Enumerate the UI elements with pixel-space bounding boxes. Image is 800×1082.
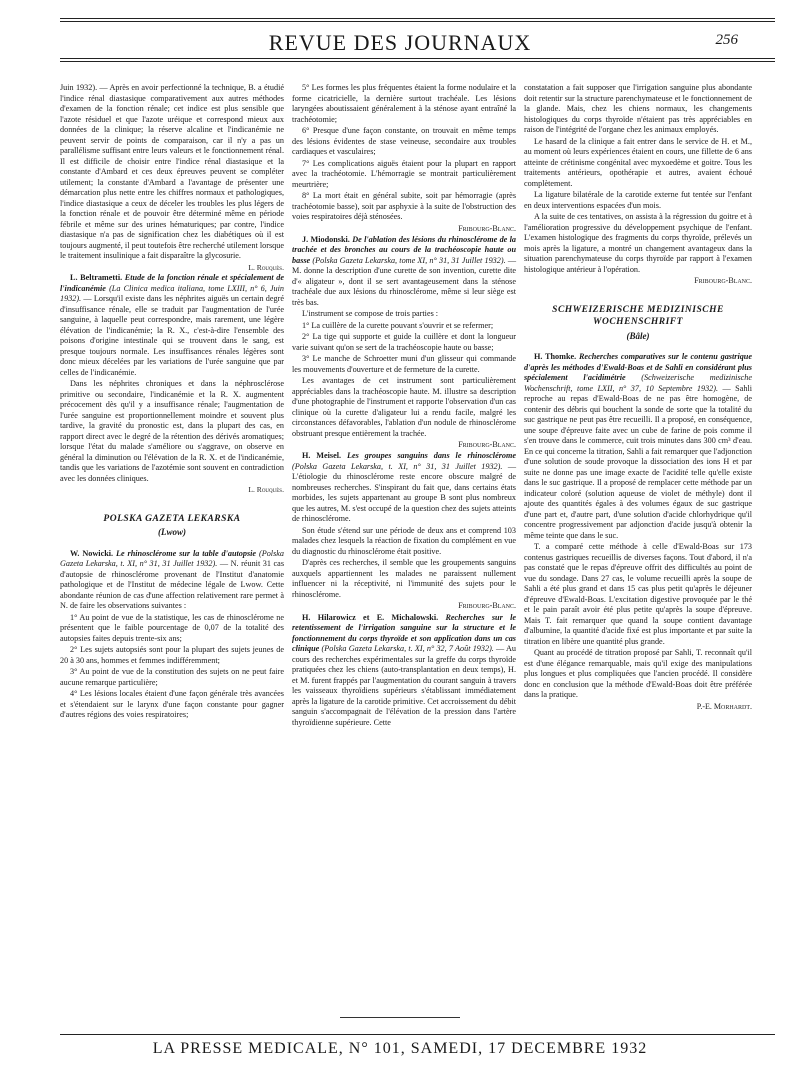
- source: (Polska Gazeta Lekarska, t. XI, n° 31, 31 Juillet 1932).: [60, 548, 284, 569]
- author: H. Meisel.: [302, 451, 342, 461]
- article-title: Recherches comparatives sur le contenu gastrique d'après les méthodes d'Ewald-Boas et de Sahli en considérant plus spécialement l'acidimétrie: [524, 352, 752, 383]
- signature: L. Rouquès.: [248, 485, 284, 495]
- paragraph: Le hasard de la clinique a fait entrer dans le service de H. et M., au moment où leurs expériences étaient en cours, une fillette de 6 ans atteinte de crétinisme congénital avec myxoedème et goitre. Tous les traitements antérieurs, opothérapie et autres, avaient échoué complètement.: [524, 136, 752, 188]
- header-rule: [60, 58, 775, 59]
- page-number: 256: [715, 32, 738, 48]
- paragraph: Son étude s'étend sur une période de deux ans et comprend 103 malades chez lesquels la réaction de fixation du complément en vue du diagnostic du rhinosclérome était positive.: [292, 525, 516, 556]
- source: (Polska Gazeta Lekarska, tome XI, n° 31, 31 Juillet 1932).: [312, 255, 506, 265]
- source: (La Clinica medica italiana, tome LXIII, n° 6, Juin 1932).: [60, 283, 284, 304]
- list-item: 3° Au point de vue de la constitution des sujets on ne peut faire aucune remarque particulière;: [60, 667, 284, 687]
- paragraph: T. a comparé cette méthode à celle d'Ewald-Boas sur 173 contenus gastriques recueillis de diverses façons. Tout d'abord, il n'a pas constaté que le repas d'épreuve offrit des difficultés au point de vue du sondage. Dans 27 cas, le volume recueilli après la soupe de Sahli a été plus grand et dans 15 cas plus petit qu'après le déjeuner d'épreuve d'Ewald-Boas. L'excitation digestive provoquée par le thé et le pain paraît avoir été plus petite qu'après la soupe d'épreuve. Mais T. fait remarquer que quand la soupe contient davantage d'albumine, la quantité d'acide fixé est plus importante et par suite la titration en libère une quantité plus grande.: [524, 542, 752, 646]
- article-title: Recherches sur le retentissement de l'irrigation sanguine sur la structure et le fonctionnement du corps thyroïde et son application dans un cas clinique: [292, 612, 516, 654]
- column-3: [524, 83, 752, 713]
- top-rule: [60, 18, 775, 19]
- signature: L. Rouquès.: [248, 262, 284, 272]
- list-item: 8° La mort était en général subite, soit par hémorragie (après trachéotomie basse), soit par asphyxie à la suite de l'obstruction des voies respiratoires déjà sténosées.: [292, 191, 516, 221]
- list-item: 7° Les complications aiguës étaient pour la plupart en rapport avec la trachéotomie. L'hémorragie se montrait particulièrement meurtrière;: [292, 158, 516, 189]
- signature: Fribourg-Blanc.: [458, 601, 516, 611]
- body: — N. réunit 31 cas d'autopsie de rhinosclérome provenant de l'Institut d'anatomie pathologique et de l'Institut de médecine légale de Lwow. Cette abondante réunion de cas d'une affection relativement rare permet à N. de faire les observations suivantes :: [60, 559, 285, 611]
- article-title: De l'ablation des lésions du rhinosclérome de la trachée et des bronches au cours de la trachéoscopie haute ou basse: [292, 234, 517, 265]
- source: (Schweizerische medizinische Wochenschrift, tome LXII, n° 37, 10 Septembre 1932).: [524, 373, 753, 393]
- list-item: 4° Les lésions locales étaient d'une façon générale très avancées et s'étendaient sur le larynx d'une façon constante pour gagner d'autres régions des voies respiratoires;: [60, 689, 284, 720]
- paragraph: constatation a fait supposer que l'irrigation sanguine plus abondante doit retentir sur la structure parenchymateuse et le fonctionnement de la glande. Mais, chez les chiens normaux, les changements histologiques du corps thyroïde n'étaient pas très appréciables en raison de l'intégrité de l'organe chez les animaux employés.: [524, 83, 752, 134]
- list-item: 2° La tige qui supporte et guide la cuillère et dont la longueur varie suivant qu'on se sert de la trachéoscopie haute ou basse;: [292, 332, 516, 352]
- column-1: [60, 83, 284, 722]
- list-item: 5° Les formes les plus fréquentes étaient la forme nodulaire et la forme cicatricielle, la dernière surtout trachéale. Les lésions laryngées aboutissaient généralement à la sténose ayant entraîné la trachéotomie;: [292, 83, 516, 124]
- body: — L'étiologie du rhinosclérome reste encore obscure malgré de nombreuses recherches. S'inspirant du fait que, dans certains états morbides, les sujets appartenant au groupe B sont plus nombreux que les autres, M. s'est occupé de la question chez des sujets atteints de rhinosclérome.: [292, 461, 516, 524]
- article-hilarowicz: [292, 613, 516, 729]
- author: J. Miodonski.: [302, 234, 350, 244]
- body: — M. donne la description d'une curette de son invention, curette dite d'« aligateur », dont il se sert avantageusement dans la sténose trachéale due aux lésions du rhinosclérome, même si leur siège est très bas.: [292, 255, 517, 307]
- paragraph: D'après ces recherches, il semble que les groupements sanguins auxquels appartiennent les malades ne paraissent nullement influencer ni la réceptivité, ni l'immunité des sujets pour le rhinosclérome.: [292, 558, 516, 599]
- section-title: SCHWEIZERISCHE MEDIZINISCHE WOCHENSCHRIFT: [552, 305, 724, 328]
- page-title: REVUE DES JOURNAUX: [268, 30, 532, 55]
- body: — Au cours des recherches expérimentales sur la greffe du corps thyroïde pratiquées chez les chiens (auto-transplantation en deux temps), H. et M. furent frappés par l'augmentation du courant sanguin à travers les vaisseaux thyroïdiens supérieurs s'établissant immédiatement après la ligature de la carotide primitive. Cet accroissement du débit sanguin s'accompagnait de l'élévation de la pression dans l'artère thyroïdienne supérieure. Cette: [292, 644, 516, 727]
- article-meisel: [292, 451, 516, 525]
- article-title: Etude de la fonction rénale et spécialement de l'indicanémie: [60, 273, 284, 293]
- article-thomke: [524, 352, 752, 541]
- author: W. Nowicki.: [70, 548, 114, 558]
- footer-rule: [60, 1034, 775, 1035]
- section-subtitle: (Bâle): [626, 330, 650, 341]
- footer: LA PRESSE MEDICALE, N° 101, SAMEDI, 17 DECEMBRE 1932: [152, 1040, 648, 1057]
- list-item: 1° Au point de vue de la statistique, les cas de rhinosclérome ne présentent que le faible pourcentage de 0,07 de la totalité des autopsies faites depuis trente-six ans;: [60, 612, 284, 643]
- paragraph: Dans les néphrites chroniques et dans la néphrosclérose primitive ou secondaire, l'indicanémie et la R. X. augmentent précocement dès qu'il y a insuffisance rénale; l'augmentation de l'urée sanguine est proportionnellement moindre et souvent plus tardive, la gravité du pronostic est, dans la plupart des cas, en rapport direct avec le degré de la rétention des dérivés aromatiques; lorsque l'état du malade s'améliore ou s'aggrave, on observe en général la diminution ou l'élévation de la R. X. et de l'indicanémie, tandis que les variations de l'azotémie sont souvent en contradiction avec les données cliniques.: [60, 379, 284, 483]
- article-title: Le rhinosclérome sur la table d'autopsie: [116, 548, 257, 558]
- list-item: 3° Le manche de Schroetter muni d'un glisseur qui commande les mouvements d'ouverture et de fermeture de la curette.: [292, 354, 516, 374]
- body: — Sahli reproche au repas d'Ewald-Boas de ne pas être homogène, de contenir des débris qui bouchent la sonde de sorte que la totalité du suc gastrique ne peut pas être recueilli. Il a proposé, en conséquence, une soupe d'épreuve faite avec un cube de farine de pois comme il s'en trouve dans le commerce, cuit trois minutes dans 300 cm³ d'eau. En ce qui concerne la titration, Sahli a fait remarquer que l'adjonction d'une solution de soude provoque la dissociation des ions H et par suite ne donne pas une image exacte de l'acidité telle qu'elle existe dans le suc gastrique. Il a proposé de remplacer cette méthode par un indicateur coloré (solution aqueuse de violet de méthyle) dont il ajoute des quantités égales à des volumes égaux de suc gastrique d'une part et, d'autre part, d'une solution d'acide chlorhydrique qu'il concentre progressivement par adjonction d'acide jusqu'à obtenir la même teinte que dans le suc.: [524, 383, 752, 540]
- paragraph: Les avantages de cet instrument sont particulièrement appréciables dans la trachéoscopie haute. M. illustre sa description d'une photographie de l'instrument et rapporte l'observation d'un cas clinique où la curette d'aligateur lui a rendu facile, malgré les circonstances défavorables, l'ablation d'un nodule de rhinosclérome obstruant presque entièrement la trachée.: [292, 376, 516, 438]
- list-item: 2° Les sujets autopsiés sont pour la plupart des sujets jeunes de 20 à 30 ans, hommes et femmes indifféremment;: [60, 645, 284, 665]
- list-item: 1° La cuillère de la curette pouvant s'ouvrir et se refermer;: [302, 320, 494, 330]
- paragraph: L'instrument se compose de trois parties :: [302, 309, 439, 319]
- paragraph: Quant au procédé de titration proposé par Sahli, T. reconnaît qu'il est d'une élégance remarquable, mais qu'il exige des manipulations plus longues et plus compliquées que l'ancien procédé. Il considère donc en conclusion que la méthode d'Ewald-Boas doit être préférée dans la pratique.: [524, 648, 752, 700]
- source: (Polska Gazeta Lekarska, t. XI, n° 31, 31 Juillet 1932).: [292, 461, 503, 471]
- signature: P.-E. Morhardt.: [696, 701, 752, 711]
- author: H. Hilarowicz et E. Michalowski.: [302, 612, 439, 622]
- article-beltrametti: [60, 273, 284, 378]
- author: H. Thomke.: [534, 352, 577, 362]
- paragraph: A la suite de ces tentatives, on assista à la régression du goitre et à l'amélioration progressive du développement psychique de l'enfant. L'examen histologique des fragments du corps thyroïde, prélevés un mois après la ligature, a montré un changement avantageux dans la situation parenchymateuse du corps thyroïde par rapport à l'examen histologique antérieur à l'opération.: [524, 212, 752, 274]
- center-rule: [340, 1017, 460, 1018]
- article-miodonski: [292, 235, 516, 309]
- body: — Lorsqu'il existe dans les néphrites aiguës un certain degré d'insuffisance rénale, elle se traduit par l'augmentation de l'urée sanguine, à laquelle peut correspondre, mais rarement, une légère élévation de l'indicanémie; la R. X., c'est-à-dire l'ensemble des poisons d'origine intestinale qui se trouvent dans le sang, est presque toujours normale. Les insuffisances rénales légères sont donc mieux décelées par les variations de l'urée sanguine que par celles de l'indicanémie.: [60, 294, 284, 377]
- section-subtitle: (Lwow): [158, 527, 186, 538]
- article-nowicki: [60, 549, 284, 612]
- section-title: POLSKA GAZETA LEKARSKA: [103, 513, 241, 524]
- signature: Fribourg-Blanc.: [694, 276, 752, 285]
- signature: Fribourg-Blanc.: [458, 223, 516, 233]
- list-item: 6° Presque d'une façon constante, on trouvait en même temps des lésions évidentes de stase veineuse, secondaire aux troubles cardiaques et vasculaires;: [292, 126, 516, 156]
- paragraph: La ligature bilatérale de la carotide externe fut tentée sur l'enfant en deux interventions espacées d'un mois.: [524, 190, 752, 210]
- paragraph: Juin 1932). — Après en avoir perfectionné la technique, B. a étudié l'indice rénal diastasique comparativement aux autres méthodes d'examen de la fonction rénale; cet indice est plus sensible que l'azote résiduel et que l'azote uréique et correspond mieux aux données de la clinique; la réserve alcaline et l'indicanémie ne peuvent servir de points de comparaison, car il n'y a pas un parallélisme suffisant entre leurs valeurs et le fonctionnement rénal. Il est difficile de choisir entre l'indice rénal diastasique et la constante d'Ambard et ces deux épreuves peuvent se compléter utilement; la constante d'Ambard a l'avantage de présenter une démarcation plus nette entre les chiffres normaux et pathologiques, l'indice diastasique a ceux de déceler les troubles les plus légers de la fonction rénale et de pouvoir être déterminé même en période fébrile et même sur des urines hématuriques; par contre, l'indice diastasique n'a pas de signification chez les diabétiques où il est toujours augmenté, il peut toutefois être recherché utilement lorsque le traitement insulinique a fait disparaître la glycosurie.: [60, 83, 284, 260]
- signature: Fribourg-Blanc.: [458, 440, 516, 450]
- column-2: [292, 83, 516, 729]
- header-rule-2: [60, 61, 775, 62]
- article-title: Les groupes sanguins dans le rhinosclérome: [346, 451, 516, 461]
- author: L. Beltrametti.: [70, 273, 123, 283]
- top-rule-2: [60, 21, 775, 22]
- source: (Polska Gazeta Lekarska, t. XI, n° 32, 7 Août 1932).: [321, 644, 494, 654]
